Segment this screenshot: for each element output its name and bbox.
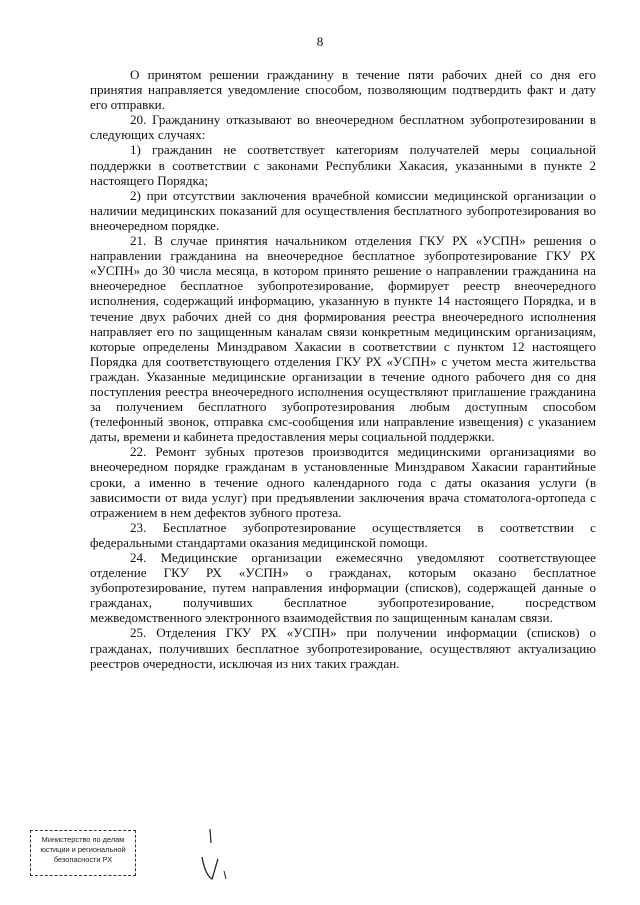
ministry-stamp (30, 830, 136, 876)
document-body (90, 67, 596, 671)
paragraph-20-item-1: 1) гражданин не соответствует категориям получателей меры социальной поддержки в соответствии с законами Республики Хакасия, указанными в пункте 2 настоящего Порядка; (90, 142, 596, 188)
stamp-line: Министерство по делам (41, 835, 125, 844)
paragraph-25: 25. Отделения ГКУ РХ «УСПН» при получении информации (списков) о гражданах, получивших бесплатное зубопротезирование, осуществляют актуализацию реестров очередности, исключая из них таких граждан. (90, 625, 596, 671)
paragraph-22: 22. Ремонт зубных протезов производится медицинскими организациями во внеочередном порядке гражданам в установленные Минздравом Хакасии гарантийные сроки, а именно в течение одного календарного года с даты оказания услуги (в зависимости от вида услуг) при предъявлении заключения врача стоматолога-ортопеда с отражением в нем дефектов зубного протеза. (90, 444, 596, 520)
page-number: 8 (316, 34, 324, 49)
paragraph-23: 23. Бесплатное зубопротезирование осуществляется в соответствии с федеральными стандартами оказания медицинской помощи. (90, 519, 596, 550)
stamp-line: безопасности РХ (53, 855, 113, 864)
paragraph-24: 24. Медицинские организации ежемесячно уведомляют соответствующее отделение ГКУ РХ «УСПН» о гражданах, которым оказано бесплатное зубопротезирование, путем направления информации (списков), содержащей данные о гражданах, получивших бесплатное зубопротезирование, посредством межведомственного электронного взаимодействия по защищенным каналам связи. (90, 550, 596, 626)
paragraph-21: 21. В случае принятия начальником отделения ГКУ РХ «УСПН» решения о направлении гражданина на внеочередное бесплатное зубопротезирование ГКУ РХ «УСПН» до 30 числа месяца, в котором принято решение о направлении гражданина на внеочередное бесплатное зубопротезирование, формирует реестр внеочередного исполнения, содержащий информацию, указанную в пункте 14 настоящего Порядка, и в течение двух рабочих дней со дня формирования реестра внеочередного исполнения направляет его по защищенным каналам связи конкретным медицинским организациям, которые определены Минздравом Хакасии в соответствии с пунктом 12 настоящего Порядка для соответствующего отделения ГКУ РХ «УСПН» с учетом места жительства граждан. Указанные медицинские организации в течение одного рабочего дня со дня поступления реестра внеочередного исполнения осуществляют приглашение гражданина за получением бесплатного зубопротезирования любым доступным способом (телефонный звонок, отправка смс-сообщения или направление извещения) с указанием даты, времени и кабинета предоставления меры социальной поддержки. (90, 233, 596, 445)
handwritten-signature (196, 825, 236, 885)
stamp-line: юстиции и региональной (40, 845, 126, 854)
paragraph-20: 20. Гражданину отказывают во внеочередном бесплатном зубопротезировании в следующих случаях: (90, 112, 596, 143)
paragraph-20-item-2: 2) при отсутствии заключения врачебной комиссии медицинской организации о наличии медицинских показаний для осуществления бесплатного зубопротезирования во внеочередном порядке. (90, 187, 596, 233)
paragraph-decision-notice: О принятом решении гражданину в течение пяти рабочих дней со дня его принятия направляется уведомление способом, позволяющим подтвердить факт и дату его отправки. (90, 67, 596, 113)
